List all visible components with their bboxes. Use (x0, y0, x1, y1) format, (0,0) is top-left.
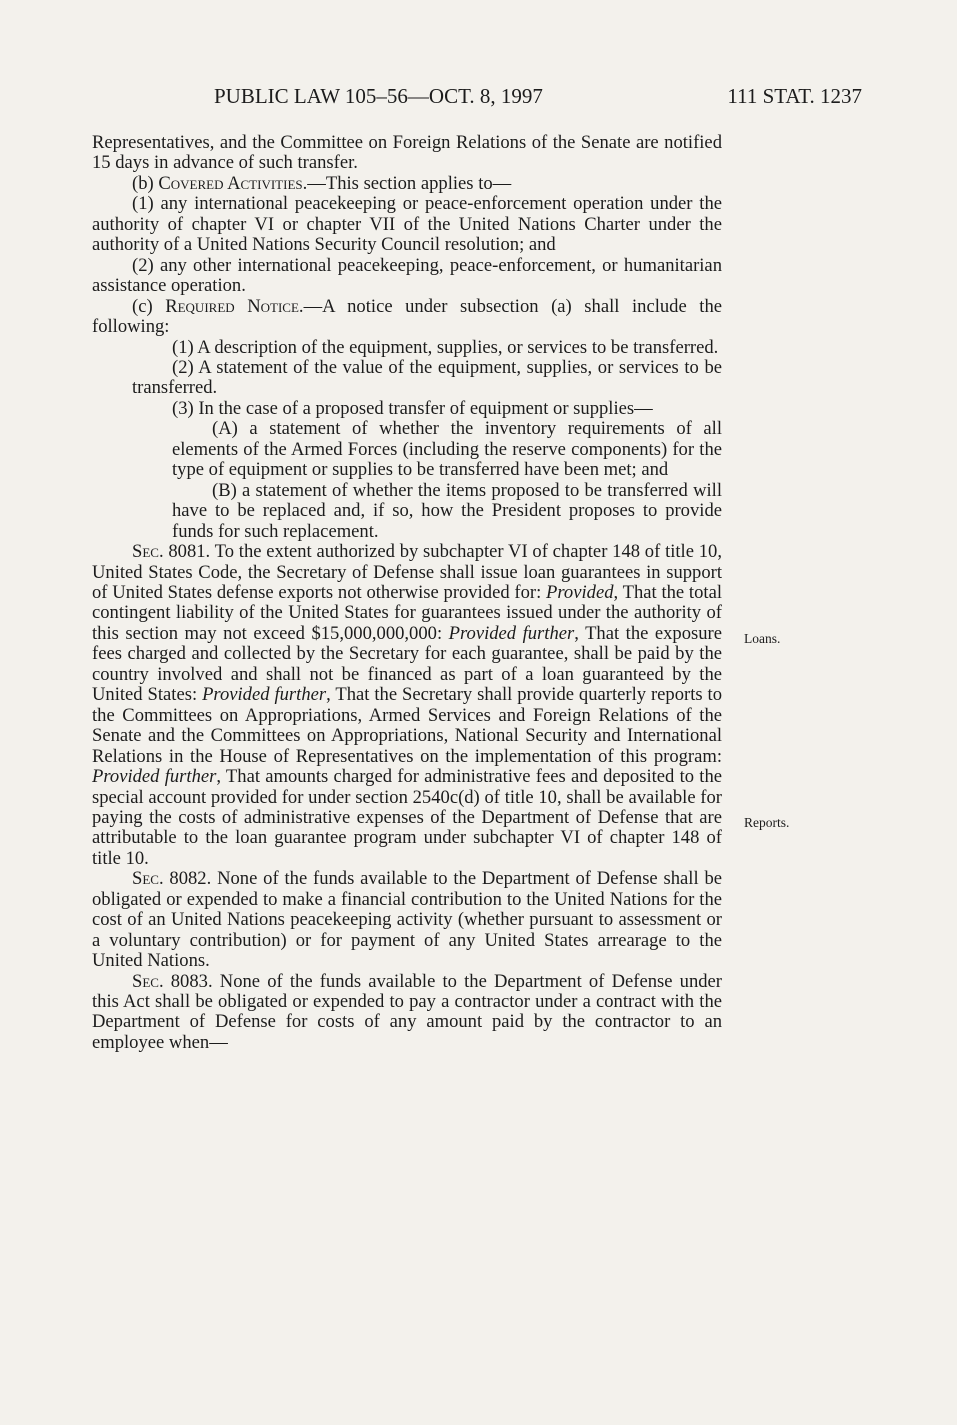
body-text (92, 133, 722, 1053)
subparagraph-c3a: (A) a statement of whether the inventory requirements of all elements of the Armed Forces (including the reserve components) for the type of equipment or supplies to be transferred have been met; and (172, 418, 722, 481)
paragraph-b1: (1) any international peacekeeping or peace-enforcement operation under the authority of chapter VI or chapter VII of the United Nations Charter under the authority of a United Nations Security Council resolution; and (92, 193, 722, 256)
subsection-c: (c) Required Notice.—A notice under subsection (a) shall include the following: (92, 295, 722, 338)
section-8082: Sec. 8082. None of the funds available to the Department of Defense shall be obligated or expended to make a financial contribution to the United Nations for the cost of an United Nations peacekeeping activity (whether pursuant to assessment or a voluntary contribution) or for payment of any United States arrearage to the United Nations. (92, 868, 722, 972)
paragraph-c1: (1) A description of the equipment, supplies, or services to be transferred. (172, 336, 719, 358)
subsection-heading: Required Notice. (165, 295, 304, 317)
statute-page: 111 STAT. 1237 (727, 84, 862, 108)
paragraph-continuation: Representatives, and the Committee on Foreign Relations of the Senate are notified 15 days in advance of such transfer. (92, 132, 722, 174)
law-citation: PUBLIC LAW 105–56—OCT. 8, 1997 (214, 84, 543, 108)
section-8083: Sec. 8083. None of the funds available to the Department of Defense under this Act shall be obligated or expended to pay a contractor under a contract with the Department of Defense for costs of any amount paid by the contractor to an employee when— (92, 970, 722, 1053)
margin-note-reports: Reports. (744, 815, 790, 830)
section-label: Sec. 8083. (132, 970, 213, 992)
paragraph-b2: (2) any other international peacekeeping, peace-enforcement, or humanitarian assistance operation. (92, 254, 722, 297)
paragraph-c2: (2) A statement of the value of the equipment, supplies, or services to be transferred. (132, 356, 722, 399)
section-label: Sec. 8082. (132, 868, 212, 890)
subparagraph-c3b: (B) a statement of whether the items proposed to be transferred will have to be replaced and, if so, how the President proposes to provide funds for such replacement. (172, 479, 722, 542)
subsection-heading: Covered Activities. (158, 172, 308, 194)
section-label: Sec. 8081. (132, 541, 211, 563)
paragraph-c3: (3) In the case of a proposed transfer of equipment or supplies— (172, 397, 653, 419)
margin-note-loans: Loans. (744, 631, 781, 646)
section-8081: Sec. 8081. To the extent authorized by subchapter VI of chapter 148 of title 10, United States Code, the Secretary of Defense shall issue loan guarantees in support of United States defense exports not otherwise provided for: Provided, That the total contingent liability of the United States for guarantees issued under the authority of this section may not exceed $15,000,000,000: Provided further, That the exposure fees charged and collected by the Secretary for each guarantee, shall be paid by the country involved and shall not be financed as part of a loan guaranteed by the United States: Provided further, That the Secretary shall provide quarterly reports to the Committees on Appropriations, Armed Services and Foreign Relations of the Senate and the Committees on Appropriations, National Security and International Relations in the House of Representatives on the implementation of this program: Provided further, That amounts charged for administrative fees and deposited to the special account provided for under section 2540c(d) of title 10, shall be available for paying the costs of administrative expenses of the Department of Defense that are attributable to the loan guarantee program under subchapter VI of chapter 148 of title 10. (92, 541, 723, 869)
subsection-b: (b) Covered Activities.—This section applies to— (132, 172, 512, 194)
page-header (92, 84, 862, 114)
